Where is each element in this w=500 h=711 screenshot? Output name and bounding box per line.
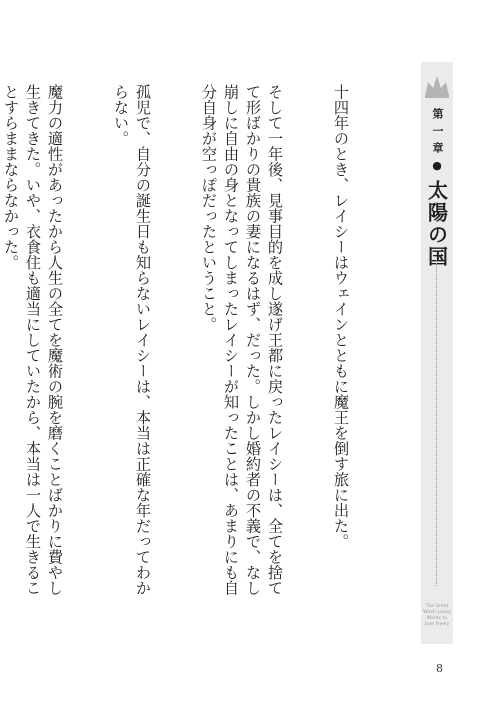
chapter-sidebar	[421, 62, 453, 644]
paragraph-1: 十四年のとき、レイシーはウェインとともに魔王を倒す旅に出た。	[332, 84, 350, 549]
page-number: 8	[436, 662, 443, 675]
chapter-number: 第一章	[431, 108, 444, 159]
body-text	[2, 84, 396, 604]
chapter-label	[421, 108, 453, 178]
paragraph-4: 魔力の適性があったから人生の全てを魔術の腕を磨くことばかりに費やし生きてきた。いや、衣食住も適当にしていたから、本当は一人で生きることすらままならなかった。	[2, 84, 64, 596]
paragraph-3: 孤児で、自分の誕生日も知らないレイシーは、本当は正確な年だってわからない。	[112, 84, 152, 596]
chapter-separator-icon: ●	[430, 159, 444, 178]
paragraph-2: そして一年後、見事目的を成し遂げ王都に戻ったレイシーは、全てを捨てて形ばかりの貴族の妻になるはず、だった。しかし婚約者の不義で、なし崩しに自由の身となってしまったレイシーが知ったことは、あまりにも自分自身が空っぽだったということ。	[200, 84, 284, 596]
chapter-title: 太陽の国	[424, 180, 449, 268]
crown-emblem-icon	[423, 70, 451, 100]
series-caption: The Great Witch Lacey Wants to Live Freely	[423, 604, 451, 627]
dotted-divider	[436, 260, 437, 586]
